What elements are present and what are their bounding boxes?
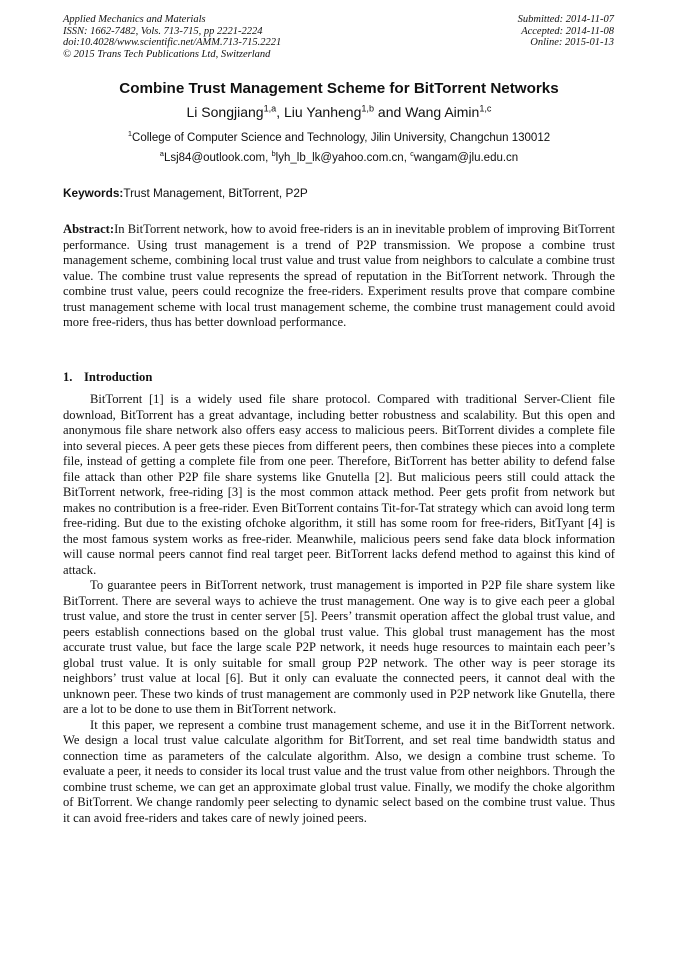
- paragraph: To guarantee peers in BitTorrent network, trust management is imported in P2P file share system like BitTorrent. There are several ways to achieve the trust management. One way is to give each peer a global trust value, and store the trust in center server [5]. Peers’ transmit operation affect the global trust value, and peers establish connections based on the global trust value. This global trust management has the most accurate trust value, but face the large scale P2P network, it needs huge resources to maintain each peer’s global trust value. It is only suitable for small group P2P network. The other way is peer storage its neighbors’ trust value at local [6]. But it only can evaluate the connected peers, it cannot deal with the unknown peer. These two kinds of trust management are commonly used in P2P network like Gnutella, there are a lot to be done to use them in BitTorrent network.: [63, 578, 615, 716]
- email-link[interactable]: wangam@jlu.edu.cn: [413, 152, 519, 164]
- keywords: [63, 186, 615, 200]
- author-separator: and: [374, 104, 406, 120]
- author-name: Li Songjiang: [186, 104, 264, 120]
- online-date: Online: 2015-01-13: [530, 37, 614, 48]
- introduction-body: [63, 392, 615, 826]
- submitted-date: Submitted: 2014-11-07: [517, 14, 614, 25]
- abstract-text: In BitTorrent network, how to avoid free-riders is an in inevitable problem of improving BitTorrent performance. Using trust management is a trend of P2P transmission. We propose a combine trust management scheme, combining local trust value and trust value from neighbors to calculate a combine trust value. The combine trust value represents the spread of reputation in the BitTorrent network. Through the combine trust value, peers could recognize the free-riders. Experiment results prove that compare combine trust management scheme with local trust management scheme, the combine trust management could avoid more free-riders, thus has better download performance.: [63, 222, 615, 329]
- affiliation-superscript: 1: [127, 129, 133, 139]
- doi-line[interactable]: doi:10.4028/www.scientific.net/AMM.713-715.2221: [63, 37, 282, 48]
- affiliation-text: College of Computer Science and Technology, Jilin University, Changchun 130012: [132, 132, 551, 144]
- author-name: Wang Aimin: [405, 104, 480, 120]
- affiliation: [0, 129, 678, 144]
- section-title: Introduction: [84, 370, 153, 384]
- copyright-line: © 2015 Trans Tech Publications Ltd, Switzerland: [63, 48, 271, 60]
- email-superscript: b: [271, 149, 276, 159]
- abstract: [63, 222, 615, 331]
- paragraph: BitTorrent [1] is a widely used file share protocol. Compared with traditional Server-Client file download, BitTorrent has a great advantage, including better robustness and scalability. But this open and anonymous file share network also offers easy access to malicious peers. BitTorrent divides a complete file into several pieces. A peer gets these pieces from different peers, then combines these pieces into a complete file, instead of getting a complete file from one peer. Therefore, BitTorrent has better ability to defend false file attack than other P2P file share systems like Gnutella [2]. But malicious peers still could attack the BitTorrent network, free-riding [3] is the most common attack method. Peer gets profit from network but makes no contribution is a free-rider. Even BitTorrent contains Tit-for-Tat strategy which can avoid long term free-riding. But due to the existing ofchoke algorithm, it still has some room for free-riders, BitTyant [4] is the most famous system works as free-rider. Meanwhile, malicious peers send fake data block information will cause normal peers cannot find real target peer. BitTorrent lacks defend method to against this kind of attack.: [63, 392, 615, 577]
- section-heading: [63, 370, 615, 385]
- submission-dates: [518, 14, 614, 49]
- section-number: 1.: [63, 370, 73, 384]
- author-name: Liu Yanheng: [284, 104, 362, 120]
- paragraph: It this paper, we represent a combine trust management scheme, and use it in the BitTorrent network. We design a local trust value calculate algorithm for BitTorrent, and set real time bandwidth status and connection time as parameters of the calculate algorithm. Also, we design a combine trust scheme. To evaluate a peer, it needs to consider its local trust value and the trust value from other neighbors. Through the combine trust scheme, we can get an approximate global trust value. Finally, we modify the choke algorithm of BitTorrent. We change randomly peer selecting to dynamic select based on the combine trust value. Thus it can avoid free-riders and takes care of newly joined peers.: [63, 717, 615, 825]
- email-list: [0, 149, 678, 164]
- email-separator: ,: [403, 152, 411, 164]
- email-superscript: c: [410, 149, 414, 159]
- issn-line: ISSN: 1662-7482, Vols. 713-715, pp 2221-2224: [63, 25, 263, 37]
- keywords-label: Keywords:: [63, 186, 124, 200]
- email-link[interactable]: Lsj84@outlook.com: [163, 152, 266, 164]
- author-superscript: 1,a: [263, 103, 277, 114]
- abstract-label: Abstract:: [63, 222, 115, 236]
- email-separator: ,: [265, 152, 272, 164]
- author-superscript: 1,c: [479, 103, 492, 114]
- journal-name: Applied Mechanics and Materials: [63, 14, 206, 25]
- author-superscript: 1,b: [361, 103, 375, 114]
- keywords-text: Trust Management, BitTorrent, P2P: [123, 186, 308, 200]
- email-superscript: a: [159, 149, 164, 159]
- author-list: [0, 104, 678, 120]
- email-link[interactable]: lyh_lb_lk@yahoo.com.cn: [275, 152, 404, 164]
- accepted-date: Accepted: 2014-11-08: [521, 25, 614, 37]
- journal-info: [63, 14, 281, 60]
- author-separator: ,: [276, 104, 285, 120]
- paper-title: Combine Trust Management Scheme for BitTorrent Networks: [119, 80, 559, 97]
